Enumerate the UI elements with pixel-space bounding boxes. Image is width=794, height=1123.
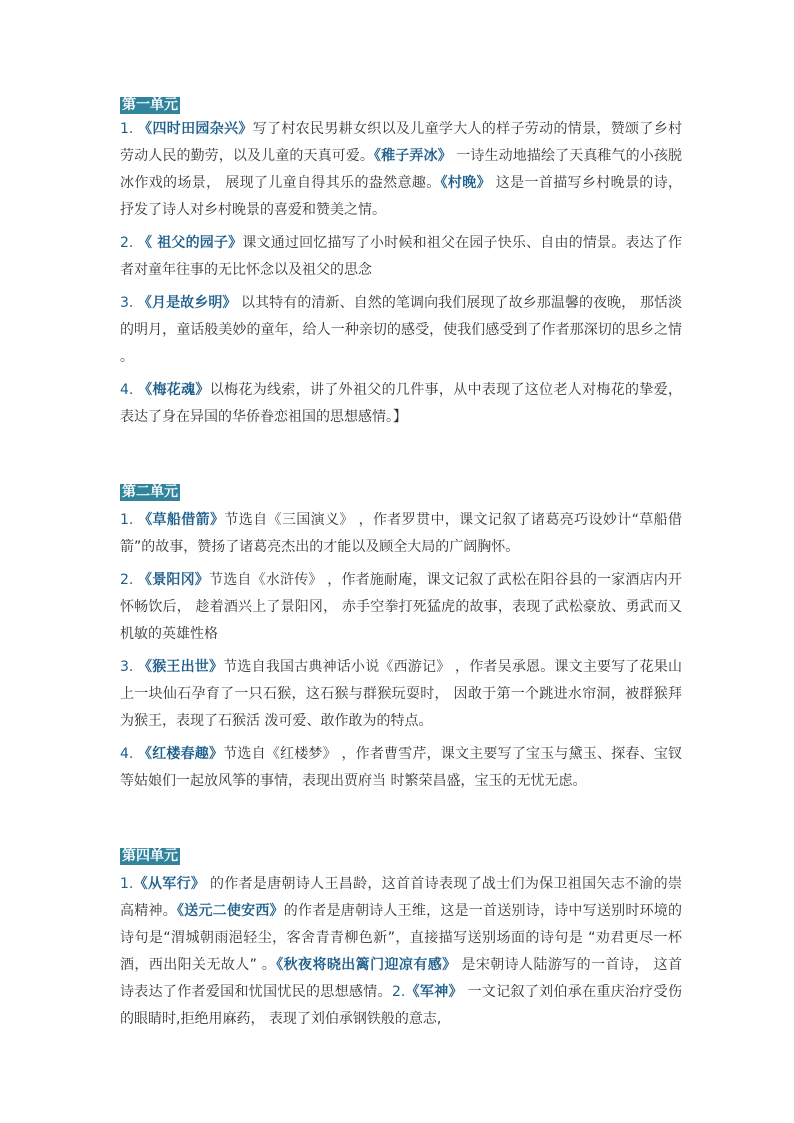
text-body: 以梅花为线索，讲了外祖父的几件事，从中表现了这位老人对梅花的挚爱， 表达了身在异国的华侨眷恋祖国的思想感情。】	[120, 382, 683, 425]
text-body: 节选自我国古典神话小说《西游记》 ，作者吴承恩。课文主要写了花果山上一块仙石孕育了一只石猴，这石猴与群猴玩耍时， 因敢于第一个跳进水帘洞，被群猴拜为猴王，表现了石猴活 泼可爱、敢作敢为的特点。	[120, 659, 683, 729]
text-title: 《 祖父的园子》	[138, 235, 243, 251]
unit2-item-4	[120, 741, 682, 795]
text-body: 的作者是唐朝诗人王昌龄，这首首诗表现了战士们为保卫祖国矢志不渝的崇高精神。	[120, 876, 682, 919]
text-title: 《军神》	[405, 984, 463, 1000]
unit1-item-4	[120, 377, 682, 431]
unit2-item-3	[120, 654, 682, 735]
text-body: 是宋朝诗人陆游写的一首诗， 这首 诗表达了作者爱国和忧国忧民的思想感情。	[120, 957, 683, 1000]
text-title: 《梅花魂》	[138, 382, 210, 398]
text-body: 以其特有的清新、自然的笔调向我们展现了故乡那温馨的夜晚， 那恬淡的明月，童话般美妙的童年，给人一种亲切的感受，使我们感受到了作者那深切的思乡之情 。	[120, 295, 683, 365]
text-title: 《草船借箭》	[138, 512, 225, 528]
item-number: 1.	[120, 512, 134, 528]
item-number: 4.	[120, 382, 134, 398]
item-number: 2.	[120, 235, 134, 251]
unit1-item-2	[120, 230, 682, 284]
unit1-item-3	[120, 290, 682, 371]
text-title: 《四时田园杂兴》	[138, 121, 253, 137]
unit2-item-2	[120, 567, 682, 648]
item-number: 2.	[120, 572, 134, 588]
text-title: 《送元二使安西》	[176, 903, 284, 919]
item-number: 1.	[120, 121, 134, 137]
text-title: 《景阳冈》	[138, 572, 210, 588]
unit4-heading: 第四单元	[122, 848, 178, 864]
unit4-item-1	[120, 871, 682, 1033]
text-body: 一文记叙了刘伯承在重庆治疗受伤的眼睛时,拒绝用麻药， 表现了刘伯承钢铁般的意志,	[120, 984, 682, 1027]
text-body: 课文通过回忆描写了小时候和祖父在园子快乐、自由的情景。表达了作者对童年往事的无比怀念以及祖父的思念	[120, 235, 682, 278]
text-body: 节选自《水浒传》 ，作者施耐庵，课文记叙了武松在阳谷县的一家酒店内开怀畅饮后， 趁着酒兴上了景阳冈， 赤手空拳打死猛虎的故事，表现了武松豪放、勇武而又机敏的英雄性格	[120, 572, 683, 642]
text-title: 《红楼春趣》	[138, 746, 224, 762]
text-body: 写了村农民男耕女织以及儿童学大人的样子劳动的情景，赞颂了乡村劳动人民的勤劳，以及儿童的天真可爱。	[120, 121, 683, 164]
text-body: 这是一首描写乡村晚景的诗， 抒发了诗人对乡村晚景的喜爱和赞美之情。	[120, 175, 683, 218]
item-number: 3.	[120, 295, 134, 311]
text-body: 一诗生动地描绘了天真稚气的小孩脱冰作戏的场景， 展现了儿童自得其乐的盎然意趣。	[120, 148, 683, 191]
item-number: 1.	[120, 876, 134, 892]
text-title: 《秋夜将晓出篱门迎凉有感》	[276, 957, 457, 973]
text-body: 节选自《三国演义》 ，作者罗贯中，课文记叙了诸葛亮巧设妙计“草船借箭”的故事，赞扬了诸葛亮杰出的才能以及顾全大局的广阔胸怀。	[120, 512, 683, 555]
text-body: 节选自《红楼梦》 ，作者曹雪芹，课文主要写了宝玉与黛玉、探春、宝钗等姑娘们一起放风筝的事情，表现出贾府当 时繁荣昌盛，宝玉的无忧无虑。	[120, 746, 683, 789]
item-number: 2.	[391, 984, 406, 1000]
item-number: 4.	[120, 746, 134, 762]
text-body: 的作者是唐朝诗人王维，这是一首送别诗，诗中写送别时环境的诗句是“渭城朝雨浥轻尘，客舍青青柳色新”，直接描写送别场面的诗句是 “劝君更尽一杯酒，西出阳关无故人” 。	[120, 903, 683, 973]
text-title: 《稚子弄冰》	[374, 148, 452, 164]
unit2-heading: 第二单元	[122, 484, 178, 500]
text-title: 《月是故乡明》	[137, 295, 237, 311]
item-number: 3.	[120, 659, 134, 675]
text-title: 《从军行》	[133, 876, 206, 892]
text-title: 《猴王出世》	[138, 659, 224, 675]
unit1-heading: 第一单元	[122, 97, 178, 113]
unit2-item-1	[120, 507, 682, 561]
text-title: 《村晚》	[440, 175, 491, 191]
unit1-item-1	[120, 116, 682, 224]
